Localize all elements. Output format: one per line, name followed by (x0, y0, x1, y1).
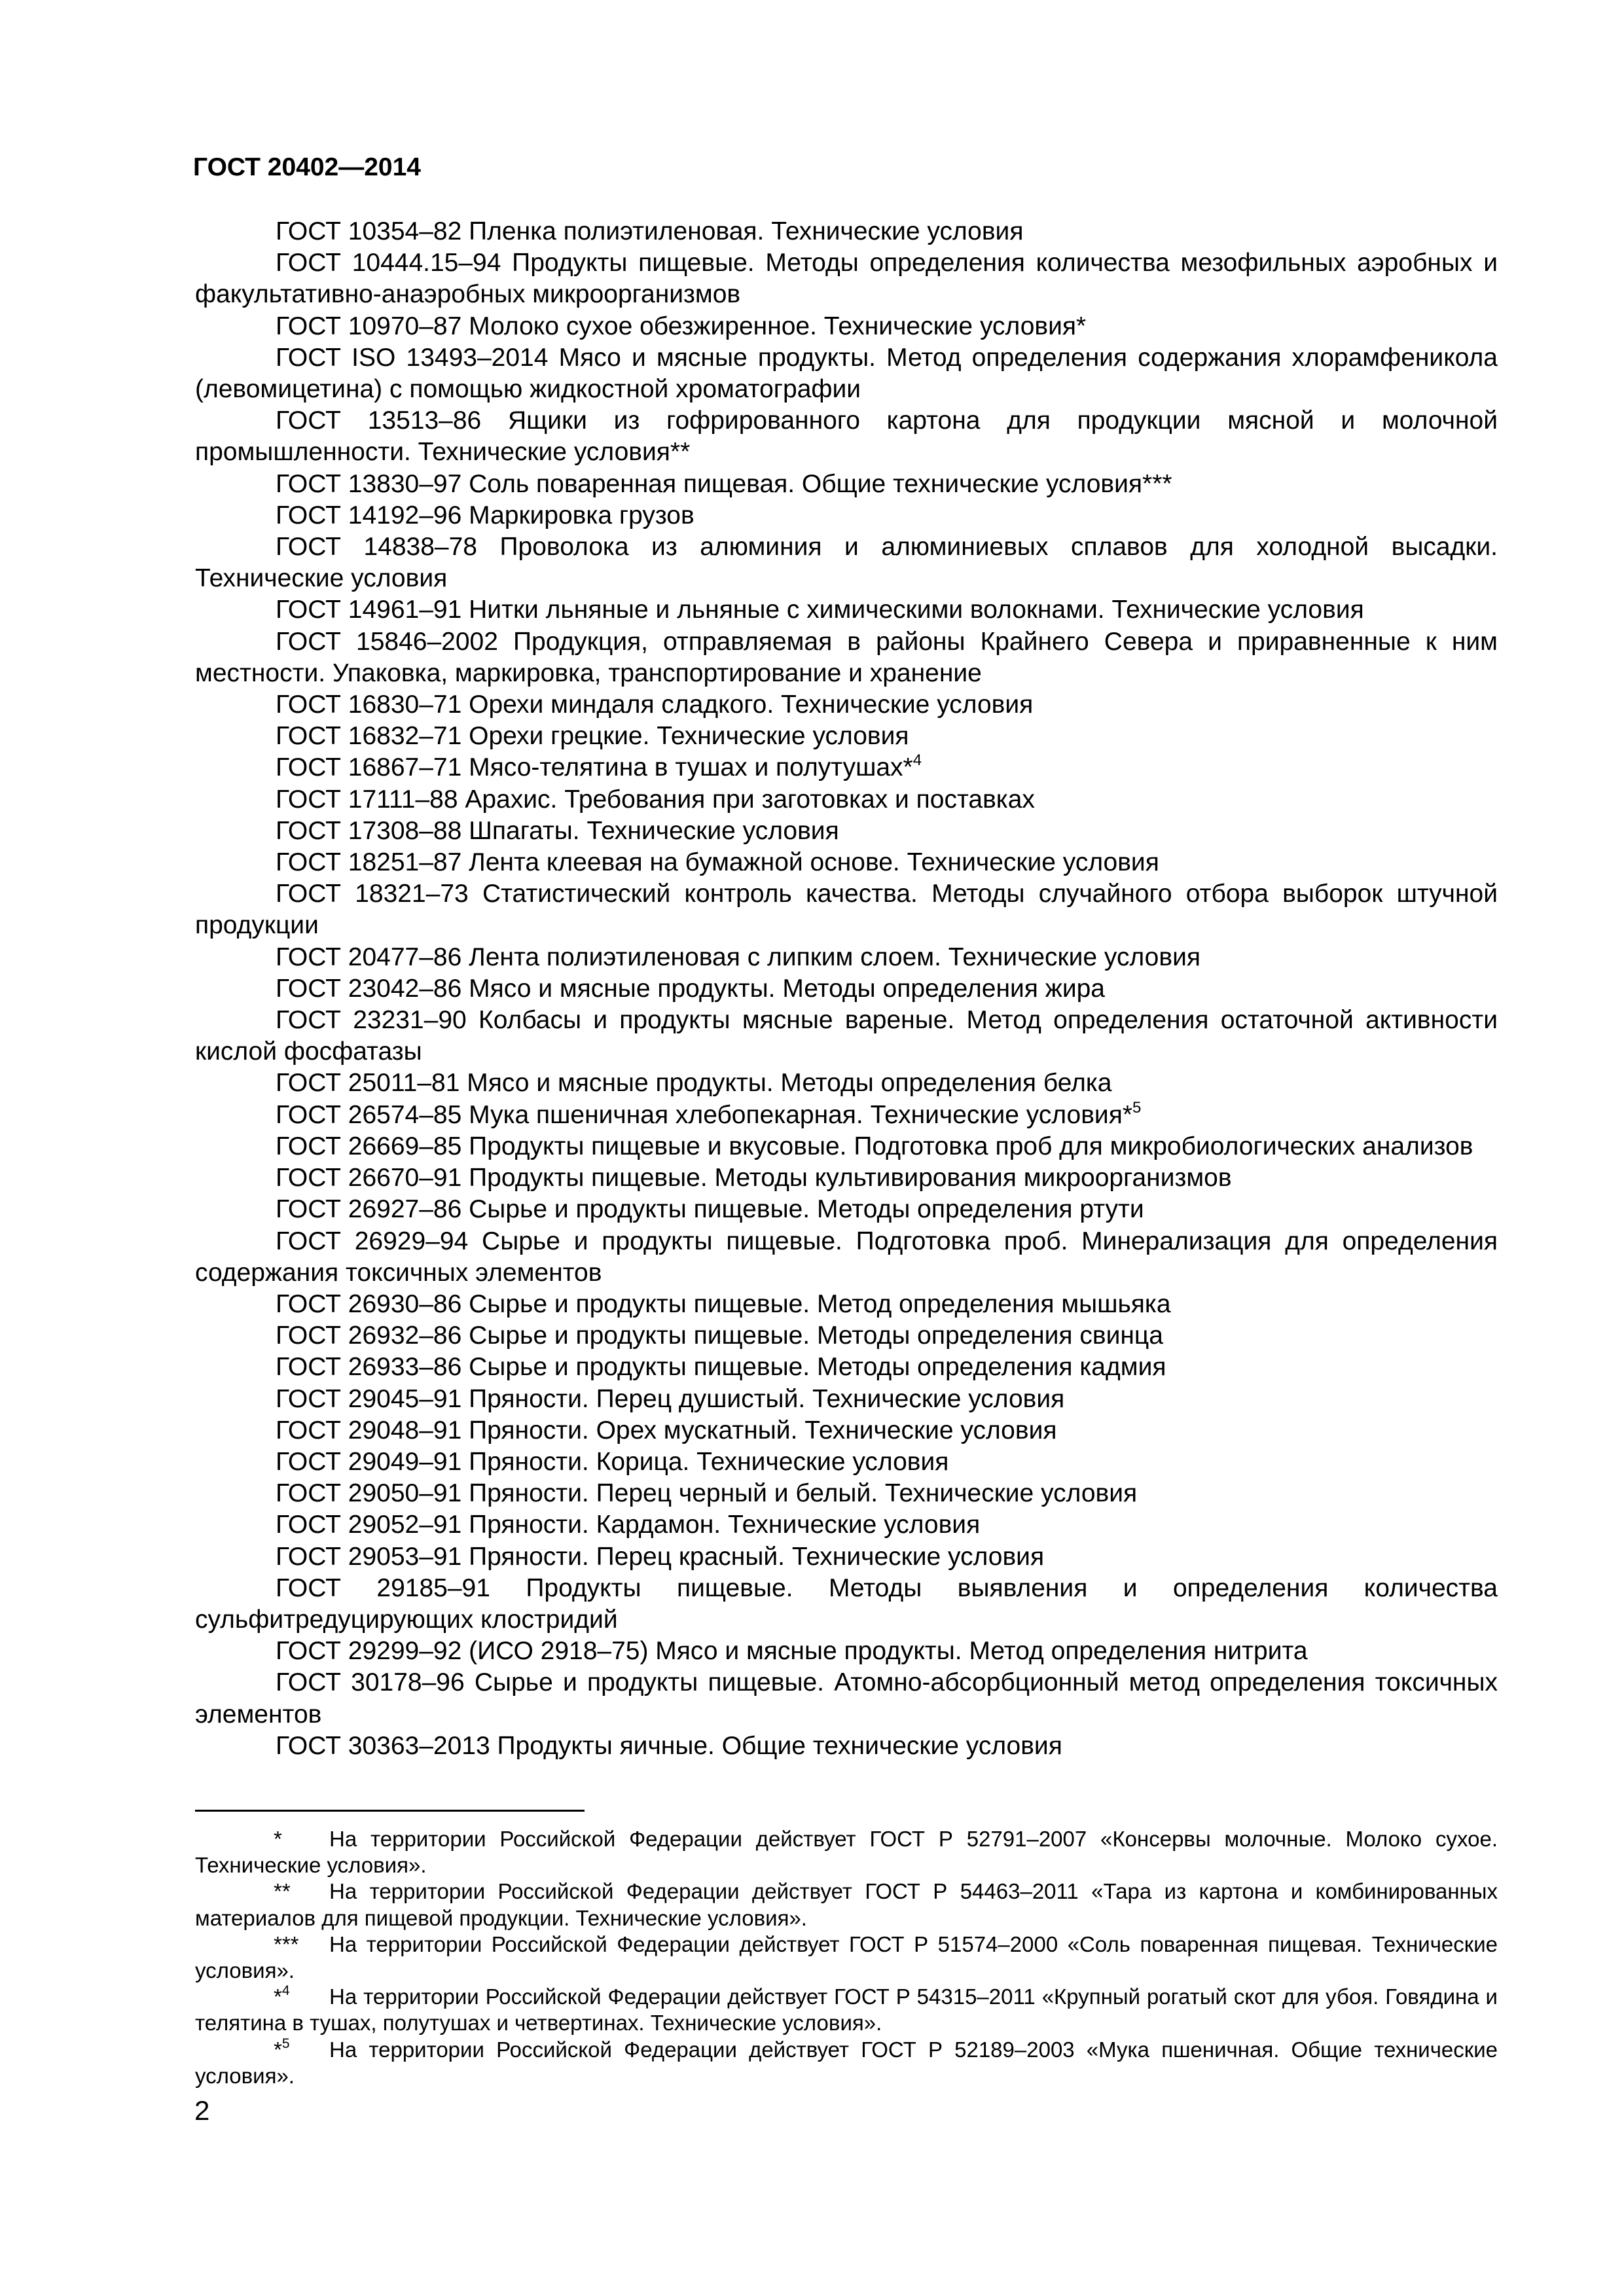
footnote-marker-symbol: *** (274, 1931, 299, 1956)
reference-item (195, 1226, 1498, 1289)
footnote-marker-symbol: * (274, 2037, 282, 2062)
reference-item (195, 973, 1498, 1005)
reference-text: ГОСТ 14961–91 Нитки льняные и льняные с химическими волокнами. Технические условия (276, 596, 1364, 624)
reference-text: ГОСТ 13513–86 Ящики из гофрированного картона для продукции мясной и молочной промышленности. Технические условия** (195, 406, 1498, 467)
reference-item (195, 216, 1498, 247)
footnote-text: На территории Российской Федерации действует ГОСТ Р 52189–2003 «Мука пшеничная. Общие технические условия». (195, 2037, 1498, 2088)
reference-text: ГОСТ 10444.15–94 Продукты пищевые. Методы определения количества мезофильных аэробных и факультативно-анаэробных микроорганизмов (195, 249, 1498, 309)
footnote-text: На территории Российской Федерации действует ГОСТ Р 54315–2011 «Крупный рогатый скот для убоя. Говядина и телятина в тушах, полутушах и четвертинах. Технические условия». (195, 1984, 1498, 2036)
footnote-marker-number: 4 (281, 1983, 290, 1999)
reference-text: ГОСТ 29185–91 Продукты пищевые. Методы выявления и определения количества сульфитредуцирующих клостридий (195, 1573, 1498, 1634)
footnote-marker-symbol: * (274, 1827, 282, 1851)
reference-item (195, 942, 1498, 973)
reference-text: ГОСТ 29050–91 Пряности. Перец черный и белый. Технические условия (276, 1479, 1138, 1508)
footnote-marker (274, 1931, 329, 1958)
reference-item (195, 311, 1498, 342)
reference-item (195, 1509, 1498, 1541)
reference-text: ГОСТ 29049–91 Пряности. Корица. Технические условия (276, 1447, 949, 1476)
reference-text: ГОСТ 29299–92 (ИСО 2918–75) Мясо и мясные продукты. Метод определения нитрита (276, 1637, 1308, 1666)
footnote-text: На территории Российской Федерации действует ГОСТ Р 52791–2007 «Консервы молочные. Молоко сухое. Технические условия». (195, 1827, 1498, 1878)
reference-item (195, 1352, 1498, 1383)
reference-text: ГОСТ 26574–85 Мука пшеничная хлебопекарная. Технические условия* (276, 1100, 1133, 1129)
reference-item (195, 1005, 1498, 1067)
normative-references-list (195, 216, 1498, 1762)
reference-item (195, 784, 1498, 816)
reference-text: ГОСТ ISO 13493–2014 Мясо и мясные продукты. Метод определения содержания хлорамфеникола (левомицетина) с помощью жидкостной хроматографии (195, 343, 1498, 404)
reference-text: ГОСТ 16832–71 Орехи грецкие. Технические условия (276, 722, 909, 751)
reference-item (195, 1667, 1498, 1730)
footnote-text: На территории Российской Федерации действует ГОСТ Р 54463–2011 «Тара из картона и комбинированных материалов для пищевой продукции. Технические условия». (195, 1879, 1498, 1930)
reference-item (195, 1289, 1498, 1320)
reference-text: ГОСТ 17111–88 Арахис. Требования при заготовках и поставках (276, 785, 1035, 814)
reference-item (195, 1731, 1498, 1762)
reference-text: ГОСТ 15846–2002 Продукция, отправляемая в районы Крайнего Севера и приравненные к ним местности. Упаковка, маркировка, транспортирование и хранение (195, 627, 1498, 687)
reference-text: ГОСТ 26932–86 Сырье и продукты пищевые. Методы определения свинца (276, 1321, 1163, 1350)
reference-item (195, 594, 1498, 626)
footnote-reference-mark: 4 (912, 751, 922, 770)
reference-item (195, 469, 1498, 500)
footnote-text: На территории Российской Федерации действует ГОСТ Р 51574–2000 «Соль поваренная пищевая. Технические условия». (195, 1931, 1498, 1983)
reference-text: ГОСТ 18321–73 Статистический контроль качества. Методы случайного отбора выборок штучной продукции (195, 880, 1498, 940)
reference-text: ГОСТ 26929–94 Сырье и продукты пищевые. Подготовка проб. Минерализация для определения содержания токсичных элементов (195, 1227, 1498, 1287)
reference-item (195, 1384, 1498, 1415)
reference-text: ГОСТ 26927–86 Сырье и продукты пищевые. Методы определения ртути (276, 1195, 1144, 1224)
reference-text: ГОСТ 18251–87 Лента клеевая на бумажной основе. Технические условия (276, 848, 1159, 877)
footnote-item (195, 1878, 1498, 1931)
reference-item (195, 689, 1498, 721)
reference-item (195, 1100, 1498, 1131)
reference-text: ГОСТ 25011–81 Мясо и мясные продукты. Методы определения белка (276, 1069, 1112, 1098)
footnote-marker (274, 1878, 329, 1905)
document-header: ГОСТ 20402—2014 (193, 153, 421, 181)
footnote-reference-mark: 5 (1132, 1098, 1142, 1117)
reference-text: ГОСТ 23042–86 Мясо и мясные продукты. Методы определения жира (276, 974, 1105, 1003)
reference-text: ГОСТ 13830–97 Соль поваренная пищевая. Общие технические условия*** (276, 469, 1172, 498)
reference-text: ГОСТ 16830–71 Орехи миндаля сладкого. Технические условия (276, 691, 1034, 719)
reference-item (195, 1636, 1498, 1667)
reference-text: ГОСТ 14838–78 Проволока из алюминия и алюминиевых сплавов для холодной высадки. Технические условия (195, 533, 1498, 593)
footnote-item (195, 2037, 1498, 2089)
reference-text: ГОСТ 26670–91 Продукты пищевые. Методы культивирования микроорганизмов (276, 1164, 1232, 1193)
reference-text: ГОСТ 26669–85 Продукты пищевые и вкусовые. Подготовка проб для микробиологических анализов (276, 1132, 1473, 1160)
footnote-marker-number: 5 (281, 2036, 290, 2051)
reference-item (195, 721, 1498, 752)
footnote-item (195, 1984, 1498, 2036)
reference-text: ГОСТ 17308–88 Шпагаты. Технические условия (276, 816, 839, 845)
reference-item (195, 847, 1498, 878)
reference-text: ГОСТ 29052–91 Пряности. Кардамон. Технические условия (276, 1511, 981, 1539)
reference-text: ГОСТ 14192–96 Маркировка грузов (276, 501, 695, 529)
reference-item (195, 405, 1498, 468)
reference-item (195, 1541, 1498, 1573)
reference-item (195, 531, 1498, 594)
reference-item (195, 1320, 1498, 1352)
reference-item (195, 342, 1498, 405)
footnote-marker-symbol: ** (274, 1879, 291, 1904)
reference-item (195, 1573, 1498, 1636)
reference-item (195, 1446, 1498, 1478)
reference-text: ГОСТ 29048–91 Пряности. Орех мускатный. Технические условия (276, 1416, 1057, 1444)
footnotes-list (195, 1826, 1498, 2089)
reference-item (195, 1415, 1498, 1446)
reference-item (195, 626, 1498, 689)
reference-text: ГОСТ 29053–91 Пряности. Перец красный. Технические условия (276, 1542, 1045, 1571)
footnote-marker (274, 1984, 329, 2010)
footnote-marker (274, 1826, 329, 1852)
reference-text: ГОСТ 20477–86 Лента полиэтиленовая с липким слоем. Технические условия (276, 942, 1200, 971)
reference-item (195, 1194, 1498, 1225)
reference-item (195, 247, 1498, 310)
reference-text: ГОСТ 10354–82 Пленка полиэтиленовая. Технические условия (276, 217, 1024, 245)
reference-text: ГОСТ 30363–2013 Продукты яичные. Общие технические условия (276, 1731, 1062, 1760)
reference-item (195, 1478, 1498, 1509)
reference-item (195, 878, 1498, 941)
reference-item (195, 1131, 1498, 1162)
reference-item (195, 500, 1498, 531)
reference-item (195, 816, 1498, 847)
reference-item (195, 1162, 1498, 1194)
reference-text: ГОСТ 26930–86 Сырье и продукты пищевые. Метод определения мышьяка (276, 1289, 1171, 1318)
footnote-marker (274, 2037, 329, 2063)
reference-item (195, 1067, 1498, 1099)
reference-text: ГОСТ 23231–90 Колбасы и продукты мясные вареные. Метод определения остаточной активности кислой фосфатазы (195, 1006, 1498, 1066)
reference-text: ГОСТ 30178–96 Сырье и продукты пищевые. Атомно-абсорбционный метод определения токсичных элементов (195, 1668, 1498, 1729)
reference-text: ГОСТ 29045–91 Пряности. Перец душистый. Технические условия (276, 1384, 1065, 1413)
page-number: 2 (194, 2095, 210, 2126)
reference-item (195, 752, 1498, 783)
footnote-item (195, 1826, 1498, 1878)
reference-text: ГОСТ 10970–87 Молоко сухое обезжиренное. Технические условия* (276, 312, 1087, 340)
footnote-marker-symbol: * (274, 1984, 282, 2009)
footnote-separator (195, 1810, 585, 1812)
reference-text: ГОСТ 26933–86 Сырье и продукты пищевые. Методы определения кадмия (276, 1353, 1166, 1382)
reference-text: ГОСТ 16867–71 Мясо-телятина в тушах и полутушах* (276, 753, 913, 782)
footnote-item (195, 1931, 1498, 1984)
